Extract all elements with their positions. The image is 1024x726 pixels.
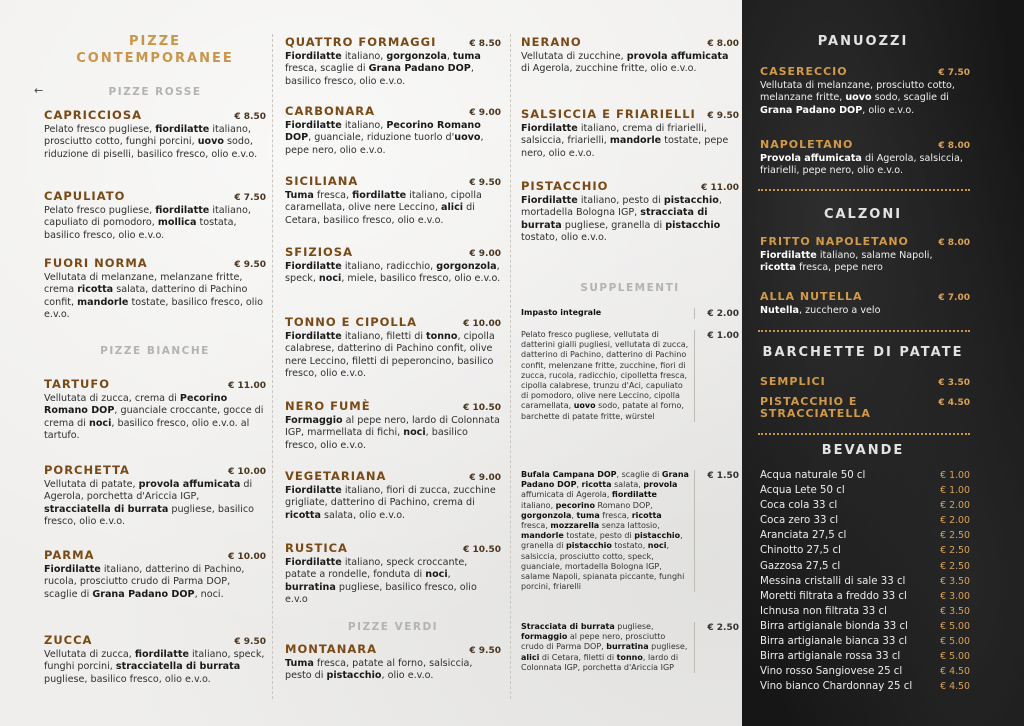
item-description: Vellutata di melanzane, prosciutto cotto, melanzane fritte, uovo sodo, scaglie di Grana Padano DOP, olio e.v.o. [760,80,955,116]
item-name: SEMPLICI [760,375,826,388]
supplement-text: Impasto integrale [521,308,695,319]
drink-price: € 5.00 [940,620,970,632]
item-price: € 10.00 [228,467,266,477]
menu-item [44,108,266,161]
item-price: € 9.00 [469,249,501,259]
drink-name: Birra artigianale rossa 33 cl [760,651,901,663]
menu-item [285,469,501,522]
menu-item [285,399,501,452]
drink-row [760,543,970,558]
menu-item [521,179,739,245]
item-name: CASERECCIO [760,65,848,78]
item-price: € 9.00 [469,473,501,483]
item-name: NERANO [521,35,582,49]
menu-item [285,174,501,227]
item-description: Fiordilatte italiano, Pecorino Romano DOP, guanciale, riduzione tuorlo d'uovo, pepe nero, olio e.v.o. [285,120,484,156]
drink-price: € 4.50 [940,666,970,678]
item-description: Vellutata di melanzane, melanzane fritte, crema ricotta salata, datterino di Pachino confit, mandorle tostate, basilico fresco, olio e.v.o. [44,272,264,321]
item-description: Vellutata di zucca, crema di Pecorino Romano DOP, guanciale croccante, gocce di crema di noci, basilico fresco, olio e.v.o. al tartufo. [44,393,264,442]
drink-price: € 2.00 [940,515,970,527]
item-price: € 7.50 [234,193,266,203]
drink-row [760,634,970,649]
drink-row [760,619,970,634]
item-description: Fiordilatte italiano, gorgonzola, tuma fresca, scaglie di Grana Padano DOP, basilico fresco, olio e.v.o. [285,51,481,87]
supplement-price: € 1.00 [707,331,739,341]
drink-price: € 5.00 [940,636,970,648]
item-name: SALSICCIA E FRIARIELLI [521,107,696,121]
item-description: Fiordilatte italiano, fiori di zucca, zucchine grigliate, datterino di Pachino, crema di ricotta salata, olio e.v.o. [285,485,496,521]
drink-price: € 2.50 [940,560,970,572]
item-price: € 9.50 [469,178,501,188]
item-description: Provola affumicata di Agerola, salsiccia, friarielli, pepe nero, olio e.v.o. [760,153,963,177]
subheading-pizze-rosse: PIZZE ROSSE [108,86,202,98]
drink-row [760,559,970,574]
menu-item [760,396,970,420]
drink-row [760,679,970,694]
item-name: CARBONARA [285,104,376,118]
item-description: Fiordilatte italiano, pesto di pistacchio, mortadella Bologna IGP, stracciata di burrata pugliese, granella di pistacchio tostato, olio e.v.o. [521,195,722,244]
item-price: € 8.50 [234,112,266,122]
drink-name: Gazzosa 27,5 cl [760,560,841,572]
back-arrow-icon[interactable]: ← [34,84,44,97]
item-description: Vellutata di zucchine, provola affumicata di Agerola, zucchine fritte, olio e.v.o. [521,51,729,75]
drink-name: Acqua Lete 50 cl [760,485,845,497]
item-name: PARMA [44,548,95,562]
subheading-supplementi: SUPPLEMENTI [580,282,680,294]
item-name: TONNO E CIPOLLA [285,315,417,329]
column-dark [742,0,1024,726]
item-price: € 7.50 [938,68,970,78]
item-description: Fiordilatte italiano, crema di friarielli, salsiccia, friarielli, mandorle tostate, pepe nero, olio e.v.o. [521,123,729,159]
item-name: CAPULIATO [44,189,126,203]
menu-item [44,256,266,322]
column-divider [510,34,511,699]
item-price: € 9.50 [234,637,266,647]
dotted-divider [758,330,970,332]
drink-name: Birra artigianale bianca 33 cl [760,636,908,648]
supplement-row [521,622,739,673]
item-name: NERO FUMÈ [285,399,371,413]
supplement-price: € 2.50 [707,623,739,633]
drink-name: Coca cola 33 cl [760,500,838,512]
item-price: € 4.50 [938,398,970,408]
supplement-text: Pelato fresco pugliese, vellutata di datterini gialli pugliesi, vellutata di zucca, datterino di Pachino, datterino di Pachino confit, melenzane fritte, zucchine, fiori di zucca, rucola, radicchio, cipolletta fresca, cipolla calabrese, trunzu d'Aci, capuliato di pomodoro, olive nere Leccino, cipolla caramellata, uovo sodo, patate al forno, barchette di patate fritte, würstel [521,330,695,422]
drink-price: € 1.00 [940,485,970,497]
drink-price: € 3.00 [940,590,970,602]
supplement-price: € 1.50 [707,471,739,481]
item-name: ALLA NUTELLA [760,290,863,303]
column-divider [272,34,273,699]
drink-name: Moretti filtrata a freddo 33 cl [760,590,907,602]
drink-price: € 4.50 [940,681,970,693]
menu-item [285,245,501,286]
subheading-pizze-bianche: PIZZE BIANCHE [100,345,210,357]
title-line: PIZZE [128,34,182,49]
menu-item [760,65,970,117]
item-description: Nutella, zucchero a velo [760,305,881,316]
drink-row [760,528,970,543]
item-name: FUORI NORMA [44,256,148,270]
item-description: Fiordilatte italiano, radicchio, gorgonzola, speck, noci, miele, basilico fresco, olio e.v.o. [285,261,501,285]
item-price: € 8.00 [938,141,970,151]
drink-name: Coca zero 33 cl [760,515,839,527]
item-name: ZUCCA [44,633,93,647]
menu-item [760,375,970,388]
item-description: Fiordilatte italiano, filetti di tonno, cipolla calabrese, datterino di Pachino confit, olive nere Leccino, filetti di peperoncino, basilico fresco, olio e.v.o. [285,331,495,380]
item-price: € 9.50 [707,111,739,121]
supplement-text: Bufala Campana DOP, scaglie di Grana Padano DOP, ricotta salata, provola affumicata di Agerola, fiordilatte italiano, pecorino Romano DOP, gorgonzola, tuma fresca, ricotta fresca, mozzarella senza lattosio, mandorle tostate, pesto di pistacchio, granella di pistacchio tostato, noci, salsiccia, prosciutto cotto, speck, guanciale, mortadella Bologna IGP, salame Napoli, spianata piccante, funghi porcini, friarelli [521,470,695,592]
item-price: € 8.50 [469,39,501,49]
drink-name: Ichnusa non filtrata 33 cl [760,605,887,617]
drink-price: € 2.50 [940,545,970,557]
item-name: QUATTRO FORMAGGI [285,35,437,49]
menu-item [521,107,739,160]
drink-name: Vino bianco Chardonnay 25 cl [760,681,913,693]
drink-row [760,574,970,589]
drink-name: Vino rosso Sangiovese 25 cl [760,666,903,678]
subheading-pizze-verdi: PIZZE VERDI [347,621,439,633]
item-name: MONTANARA [285,642,377,656]
menu-item [285,541,501,607]
menu-item [44,633,266,686]
menu-item [285,104,501,157]
item-description: Fiordilatte italiano, datterino di Pachino, rucola, prosciutto crudo di Parma DOP, scaglie di Grana Padano DOP, noci. [44,564,245,600]
section-title-calzoni: CALZONI [823,207,903,222]
item-name: RUSTICA [285,541,348,555]
item-description: Pelato fresco pugliese, fiordilatte italiano, prosciutto cotto, funghi porcini, uovo sodo, riduzione di piselli, basilico fresco, olio e.v.o. [44,124,258,160]
item-price: € 8.00 [938,238,970,248]
drink-price: € 5.00 [940,651,970,663]
drink-price: € 1.00 [940,470,970,481]
supplement-row [521,308,739,319]
drink-price: € 3.50 [940,575,970,587]
menu-item [44,463,266,529]
item-description: Pelato fresco pugliese, fiordilatte italiano, capuliato di pomodoro, mollica tostata, basilico fresco, olio e.v.o. [44,205,251,241]
drink-name: Messina cristalli di sale 33 cl [760,575,906,587]
section-title-contemporanee [44,33,266,67]
item-price: € 9.50 [469,646,501,656]
drink-name: Birra artigianale bionda 33 cl [760,620,908,632]
supplement-text: Stracciata di burrata pugliese, formaggio al pepe nero, prosciutto crudo di Parma DOP, burratina pugliese, alici di Cetara, filetti di tonno, lardo di Colonnata IGP, porchetta d'Ariccia IGP [521,622,695,673]
item-description: Fiordilatte italiano, speck croccante, patate a rondelle, fonduta di noci, burratina pugliese, basilico fresco, olio e.v.o [285,557,477,606]
drink-price: € 2.00 [940,500,970,512]
section-title-bevande: BEVANDE [821,443,905,458]
drink-row [760,513,970,528]
item-price: € 11.00 [228,381,266,391]
item-description: Vellutata di patate, provola affumicata di Agerola, porchetta d'Ariccia IGP, stracciatella di burrata pugliese, basilico fresco, olio e.v.o. [44,479,254,528]
item-price: € 11.00 [701,183,739,193]
item-description: Vellutata di zucca, fiordilatte italiano, speck, funghi porcini, stracciatella di burrata pugliese, basilico fresco, olio e.v.o. [44,649,265,685]
drink-price: € 2.50 [940,530,970,542]
menu-item [285,315,501,381]
drink-row [760,468,970,483]
item-name: SFIZIOSA [285,245,353,259]
item-description: Tuma fresca, patate al forno, salsiccia, pesto di pistacchio, olio e.v.o. [285,658,473,682]
supplement-price: € 2.00 [707,309,739,319]
menu-item [521,35,739,76]
item-name: FRITTO NAPOLETANO [760,235,909,248]
item-price: € 8.00 [707,39,739,49]
item-name: PISTACCHIO E STRACCIATELLA [760,395,871,420]
menu-item [760,235,970,275]
item-price: € 10.50 [463,403,501,413]
item-name: TARTUFO [44,377,111,391]
menu-item [285,642,501,683]
item-name: NAPOLETANO [760,138,854,151]
item-price: € 7.00 [938,293,970,303]
item-name: PORCHETTA [44,463,130,477]
drink-name: Acqua naturale 50 cl [760,470,866,481]
section-title-barchette: BARCHETTE DI PATATE [762,345,964,360]
item-price: € 9.50 [234,260,266,270]
menu-item [44,377,266,443]
item-name: SICILIANA [285,174,359,188]
item-name: PISTACCHIO [521,179,609,193]
drink-row [760,589,970,604]
item-price: € 10.00 [228,552,266,562]
drink-name: Aranciata 27,5 cl [760,530,847,542]
item-price: € 10.00 [463,319,501,329]
item-name: CAPRICCIOSA [44,108,143,122]
item-description: Tuma fresca, fiordilatte italiano, cipolla caramellata, olive nere Leccino, alici di Cetara, basilico fresco, olio e.v.o. [285,190,482,226]
item-description: Formaggio al pepe nero, lardo di Colonnata IGP, marmellata di fichi, noci, basilico fresco, olio e.v.o. [285,415,500,451]
drink-row [760,664,970,679]
drink-row [760,483,970,498]
drink-price: € 3.50 [940,605,970,617]
title-line: CONTEMPORANEE [76,51,234,66]
menu-item [44,548,266,601]
dotted-divider [758,433,970,435]
menu-item [760,138,970,178]
menu-item [760,290,970,317]
drink-name: Chinotto 27,5 cl [760,545,841,557]
dotted-divider [758,189,970,191]
item-name: VEGETARIANA [285,469,387,483]
menu-item [285,35,501,88]
menu-item [44,189,266,242]
drink-row [760,498,970,513]
item-description: Fiordilatte italiano, salame Napoli, ricotta fresca, pepe nero [760,250,933,274]
drinks-list [760,468,970,694]
drink-row [760,649,970,664]
section-title-panuozzi: PANUOZZI [817,34,909,49]
item-price: € 10.50 [463,545,501,555]
item-price: € 3.50 [938,378,970,388]
item-price: € 9.00 [469,108,501,118]
drink-row [760,604,970,619]
supplement-row [521,330,739,422]
supplement-row [521,470,739,592]
